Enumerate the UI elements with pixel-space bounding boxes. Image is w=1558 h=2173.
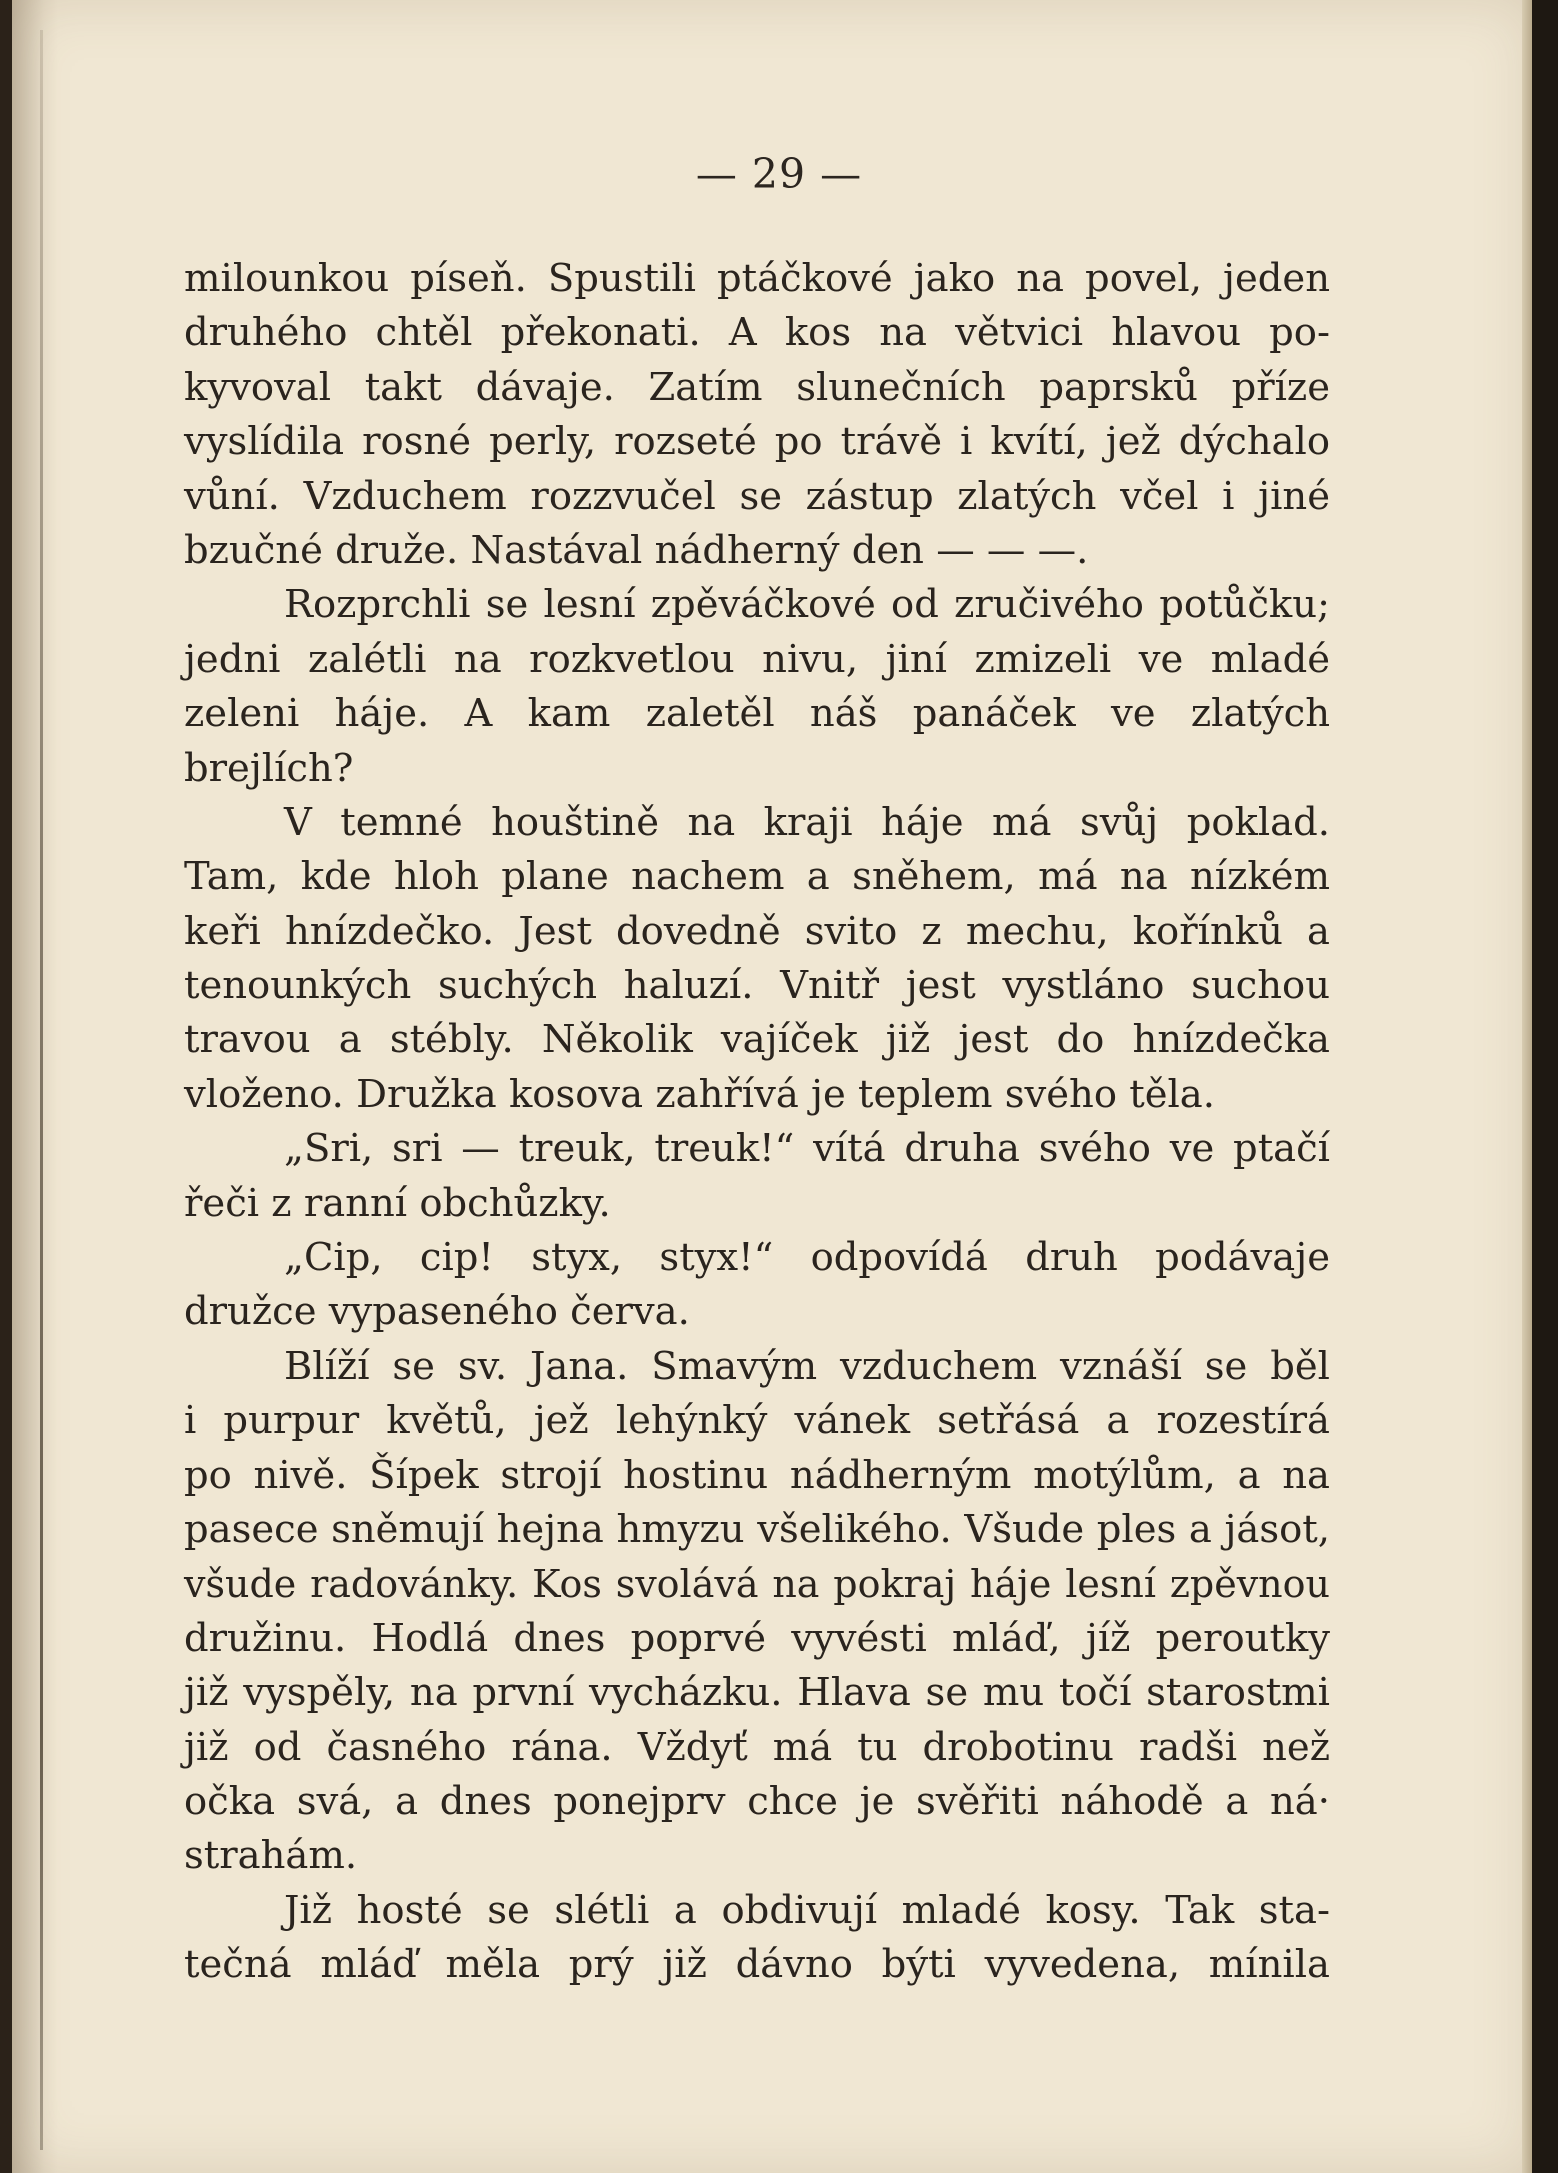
text-line: kyvoval takt dávaje. Zatím slunečních paprsků příze	[184, 364, 1330, 410]
text-line: družce vypaseného červa.	[184, 1289, 690, 1335]
text-line: strahám.	[184, 1833, 358, 1879]
spine-shadow	[12, 0, 58, 2173]
text-line: vyslídila rosné perly, rozseté po trávě i kvítí, jež dýchalo	[184, 419, 1330, 465]
text-line: pasece sněmují hejna hmyzu všelikého. Všude ples a jásot,	[184, 1506, 1330, 1552]
page-number: — 29 —	[695, 150, 863, 198]
scan-border	[1532, 0, 1558, 2173]
text-line: Blíží se sv. Jana. Smavým vzduchem vznáší se běl	[284, 1343, 1330, 1389]
text-line: „Cip, cip! styx, styx!“ odpovídá druh podávaje	[284, 1235, 1330, 1281]
text-line: tenounkých suchých haluzí. Vnitř jest vystláno suchou	[184, 963, 1330, 1009]
text-line: jedni zalétli na rozkvetlou nivu, jiní zmizeli ve mladé	[184, 636, 1330, 682]
text-line: po nivě. Šípek strojí hostinu nádherným motýlům, a na	[184, 1452, 1330, 1498]
text-line: již od časného rána. Vždyť má tu drobotinu radši než	[184, 1724, 1330, 1770]
text-line: Již hosté se slétli a obdivují mladé kosy. Tak sta-	[284, 1887, 1330, 1933]
text-line: zeleni háje. A kam zaletěl náš panáček ve zlatých	[184, 691, 1330, 737]
binding-edge	[40, 30, 43, 2150]
text-line: všude radovánky. Kos svolává na pokraj háje lesní zpěvnou	[184, 1562, 1330, 1607]
text-line: V temné houštině na kraji háje má svůj poklad.	[284, 799, 1330, 845]
text-line: i purpur květů, jež lehýnký vánek setřásá a rozestírá	[184, 1398, 1330, 1444]
text-line: vloženo. Družka kosova zahřívá je teplem svého těla.	[184, 1071, 1216, 1117]
text-line: vůní. Vzduchem rozzvučel se zástup zlatých včel i jiné	[184, 473, 1330, 519]
text-line: keři hnízdečko. Jest dovedně svito z mechu, kořínků a	[184, 908, 1330, 954]
text-line: bzučné druže. Nastával nádherný den — — —.	[184, 527, 1089, 573]
text-line: očka svá, a dnes ponejprv chce je svěřiti náhodě a ná·	[184, 1778, 1330, 1824]
text-line: Rozprchli se lesní zpěváčkové od zručivého potůčku;	[284, 582, 1330, 628]
page-edge-strip	[1522, 0, 1532, 2173]
text-line: již vyspěly, na první vycházku. Hlava se mu točí starostmi	[184, 1670, 1330, 1716]
text-line: tečná mláď měla prý již dávno býti vyvedena, mínila	[184, 1942, 1330, 1988]
text-line: řeči z ranní obchůzky.	[184, 1180, 611, 1226]
text-line: brejlích?	[184, 745, 354, 791]
text-line: travou a stébly. Několik vajíček již jest do hnízdečka	[184, 1017, 1330, 1063]
body-text	[184, 252, 1330, 1993]
text-line: Tam, kde hloh plane nachem a sněhem, má na nízkém	[184, 854, 1330, 900]
text-line: druhého chtěl překonati. A kos na větvici hlavou po-	[184, 310, 1330, 356]
text-line: družinu. Hodlá dnes poprvé vyvésti mláď, jíž peroutky	[184, 1615, 1330, 1661]
text-line: milounkou píseň. Spustili ptáčkové jako na povel, jeden	[184, 256, 1330, 301]
text-line: „Sri, sri — treuk, treuk!“ vítá druha svého ve ptačí	[284, 1126, 1330, 1172]
